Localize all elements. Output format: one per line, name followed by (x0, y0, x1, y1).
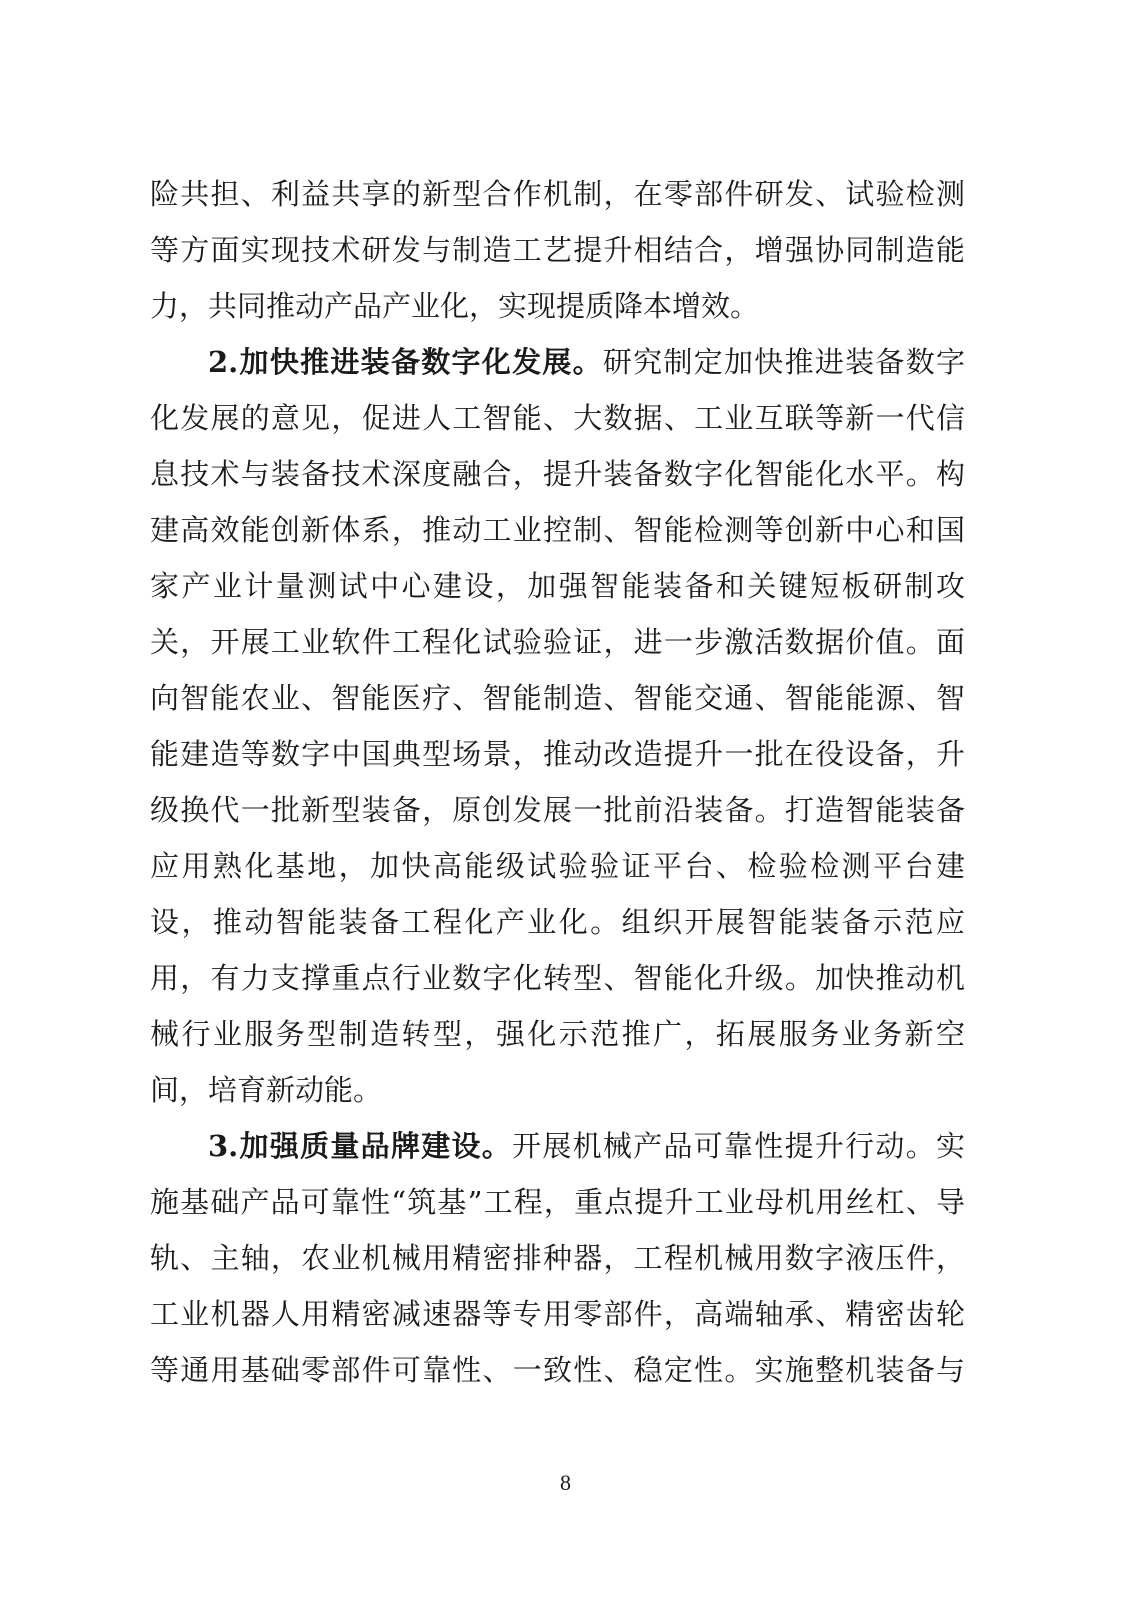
text-line: 力，共同推动产品产业化，实现提质降本增效。 (150, 289, 760, 323)
text-line: 化发展的意见，促进人工智能、大数据、工业互联等新一代信 (150, 401, 965, 435)
text-line: 等通用基础零部件可靠性、一致性、稳定性。实施整机装备与 (150, 1353, 965, 1387)
section-heading: 3.加强质量品牌建设。 (208, 1129, 513, 1163)
text-run: 研究制定加快推进装备数字 (602, 345, 965, 379)
text-line: 向智能农业、智能医疗、智能制造、智能交通、智能能源、智 (150, 681, 965, 715)
text-line: 间，培育新动能。 (150, 1073, 383, 1107)
text-line: 轨、主轴，农业机械用精密排种器，工程机械用数字液压件， (150, 1241, 965, 1275)
body-text (150, 166, 965, 1398)
section-heading: 2.加快推进装备数字化发展。 (208, 345, 603, 379)
text-line: 息技术与装备技术深度融合，提升装备数字化智能化水平。构 (150, 457, 965, 491)
text-line: 工业机器人用精密减速器等专用零部件，高端轴承、精密齿轮 (150, 1297, 965, 1331)
text-line: 应用熟化基地，加快高能级试验验证平台、检验检测平台建 (150, 849, 965, 883)
text-line: 设，推动智能装备工程化产业化。组织开展智能装备示范应 (150, 905, 965, 939)
text-line: 施基础产品可靠性“筑基”工程，重点提升工业母机用丝杠、导 (150, 1185, 965, 1219)
text-line: 用，有力支撑重点行业数字化转型、智能化升级。加快推动机 (150, 961, 965, 995)
text-line: 关，开展工业软件工程化试验验证，进一步激活数据价值。面 (150, 625, 965, 659)
page-number: 8 (560, 1470, 571, 1495)
text-line: 级换代一批新型装备，原创发展一批前沿装备。打造智能装备 (150, 793, 965, 827)
text-line: 建高效能创新体系，推动工业控制、智能检测等创新中心和国 (150, 513, 965, 547)
text-line: 械行业服务型制造转型，强化示范推广，拓展服务业务新空 (150, 1017, 965, 1051)
section-heading-line (150, 1118, 965, 1174)
text-line: 险共担、利益共享的新型合作机制，在零部件研发、试验检测 (150, 177, 965, 211)
section-heading-line (150, 334, 965, 390)
text-line: 能建造等数字中国典型场景，推动改造提升一批在役设备，升 (150, 737, 965, 771)
text-line: 家产业计量测试中心建设，加强智能装备和关键短板研制攻 (150, 569, 965, 603)
text-run: 开展机械产品可靠性提升行动。实 (512, 1129, 965, 1163)
text-line: 等方面实现技术研发与制造工艺提升相结合，增强协同制造能 (150, 233, 965, 267)
